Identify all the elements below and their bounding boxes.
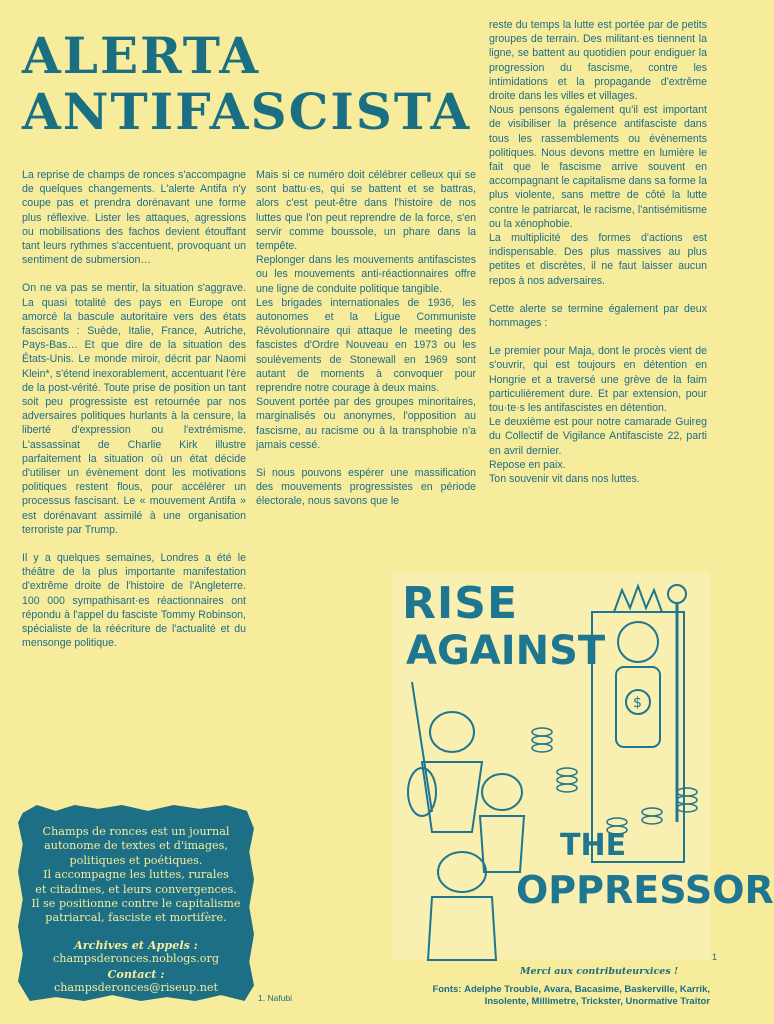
article-column-2 [256, 168, 476, 523]
paragraph: Les brigades internationales de 1936, les autonomes et la Ligue Communiste Révolutionnaire qui attaque le meeting des fascistes d'Ordre Nouveau en 1973 ou les soulèvements de Stonewall en 1969 sont autant de moments à convoquer pour reprendre notre courage à deux mains. [256, 296, 476, 395]
paragraph: La multiplicité des formes d'actions est indispensable. Des plus massives au plus petites et discrètes, il ne faut laisser aucun repos à nos adversaires. [489, 232, 707, 287]
title-line-1: ALERTA [22, 26, 261, 85]
contact-label: Contact : [107, 966, 165, 981]
paragraph: Souvent portée par des groupes minoritaires, marginalisés ou anonymes, l'opposition au fascisme, au racisme ou à la transphobie n'a jamais cessé. [256, 396, 476, 451]
paragraph: Nous pensons également qu'il est important de visibiliser la présence antifasciste dans tous les rassemblements ou évènements politiques. Nous devons mettre en lumière le fait que le fascisme arrive souvent en accompagnant le capitalisme dans sa forme la plus violente, sans mettre de côté la lutte contre le patriarcat, le racisme, l'antisémitisme ou la xénophobie. [489, 104, 707, 230]
archives-link[interactable]: champsderonces.noblogs.org [52, 952, 220, 966]
svg-text:$: $ [633, 695, 642, 711]
title-line-2: ANTIFASCISTA [22, 82, 472, 141]
fonts-line-2: Insolente, Millimetre, Trickster, Unormative Traitor [484, 996, 710, 1007]
paragraph: Le premier pour Maja, dont le procès vient de s'ouvrir, qui est toujours en détention en Hongrie et a traversé une grève de la faim particulièrement dure. Et par extension, pour tou·te·s les antifascistes en détention. [489, 345, 707, 415]
footnote-marker: 1 [712, 952, 718, 962]
paragraph: On ne va pas se mentir, la situation s'aggrave. La quasi totalité des pays en Europe ont amorcé la bascule autoritaire vers des états fascisants : Suède, Italie, France, Autriche, Pays-Bas… Et que dire de la situation des États-Unis. Le monde miroir, décrit par Naomi Klein*, s'étend inexorablement, accentuant l'ère de la post-vérité. Toute prise de position un tant soit peu progressiste est retournée par nos adversaires politiques hurlants à la censure, la liberté d'expression ou l'extrémisme. L'assassinat de Charlie Kirk illustre parfaitement la situation où un état décide d'utiliser un évènement dont les motivations politiques restent flous, pour accélérer un processus fascisant. Le « mouvement Antifa » est dorénavant assimilé à une organisation terroriste par Trump. [22, 282, 246, 536]
paragraph: Il y a quelques semaines, Londres a été le théâtre de la plus importante manifestation d'extrême droite de l'histoire de l'Angleterre. 100 000 sympathisant·es réactionnaires ont répondu à l'appel du fasciste Tommy Robinson, spécialiste de la réécriture de l'actualité et du mensonge politique. [22, 552, 246, 650]
info-line: Champs de ronces est un journal [42, 825, 230, 838]
poster-text-the: THE [560, 828, 627, 863]
fonts-label: Fonts: [432, 984, 462, 995]
paragraph: Mais si ce numéro doit célébrer celleux qui se sont battu·es, qui se battent et se battras, alors c'est peut-être dans l'histoire de nos luttes que l'on peut reprendre de la force, s'en servir comme boussole, un phare dans la tempête. [256, 169, 476, 253]
article-column-1 [22, 168, 246, 665]
paragraph: Replonger dans les mouvements antifascistes ou les mouvements anti-réactionnaires offre une ligne de conduite politique tangible. [256, 254, 476, 295]
archives-label: Archives et Appels : [74, 937, 198, 952]
footnote: 1. Nafubi [258, 993, 293, 1003]
credits-thanks: Merci aux contributeurxices ! [520, 966, 679, 977]
paragraph: Ton souvenir vit dans nos luttes. [489, 473, 640, 486]
paragraph: Si nous pouvons espérer une massification des mouvements progressistes en période électorale, nous savons que le [256, 467, 476, 508]
contact-email[interactable]: champsderonces@riseup.net [53, 981, 219, 995]
paragraph: reste du temps la lutte est portée par de petits groupes de terrain. Des militant·es tiennent la ligne, se battent au quotidien pour endiguer la progression du fascisme, contre les intimidations et la propagande d'extrême droite dans les villes et villages. [489, 19, 707, 103]
info-line: Il se positionne contre le capitalisme [31, 897, 241, 911]
info-line: politiques et poétiques. [69, 853, 203, 867]
credits-fonts [420, 984, 710, 1008]
paragraph: Repose en paix. [489, 458, 566, 471]
article-column-3 [489, 18, 707, 486]
poster-text-oppressor: OPPRESSOR [516, 868, 774, 912]
info-box [26, 825, 246, 995]
poster-text-rise: RISE [402, 578, 518, 629]
fonts-line-1: Adelphe Trouble, Avara, Bacasime, Baskerville, Karrik, [464, 984, 710, 995]
paragraph: La reprise de champs de ronces s'accompagne de quelques changements. L'alerte Antifa n'y coupe pas et prendra dorénavant une forme plus réflexive. Lister les attaques, agressions ou mobilisations des fachos devient étouffant tant leurs rythmes s'accentuent, provoquant un sentiment de submersion… [22, 169, 246, 267]
page-title [22, 28, 471, 140]
info-line: Il accompagne les luttes, rurales [43, 868, 229, 882]
info-line: et citadines, et leurs convergences. [35, 882, 237, 896]
info-line: patriarcal, fasciste et mortifère. [45, 911, 227, 925]
poster-illustration [392, 572, 774, 960]
poster-text-against: AGAINST [406, 628, 606, 674]
paragraph: Le deuxième est pour notre camarade Guireg du Collectif de Vigilance Antifasciste 22, parti en avril dernier. [489, 416, 707, 457]
info-line: autonome de textes et d'images, [44, 839, 228, 853]
paragraph: Cette alerte se termine également par deux hommages : [489, 302, 707, 330]
